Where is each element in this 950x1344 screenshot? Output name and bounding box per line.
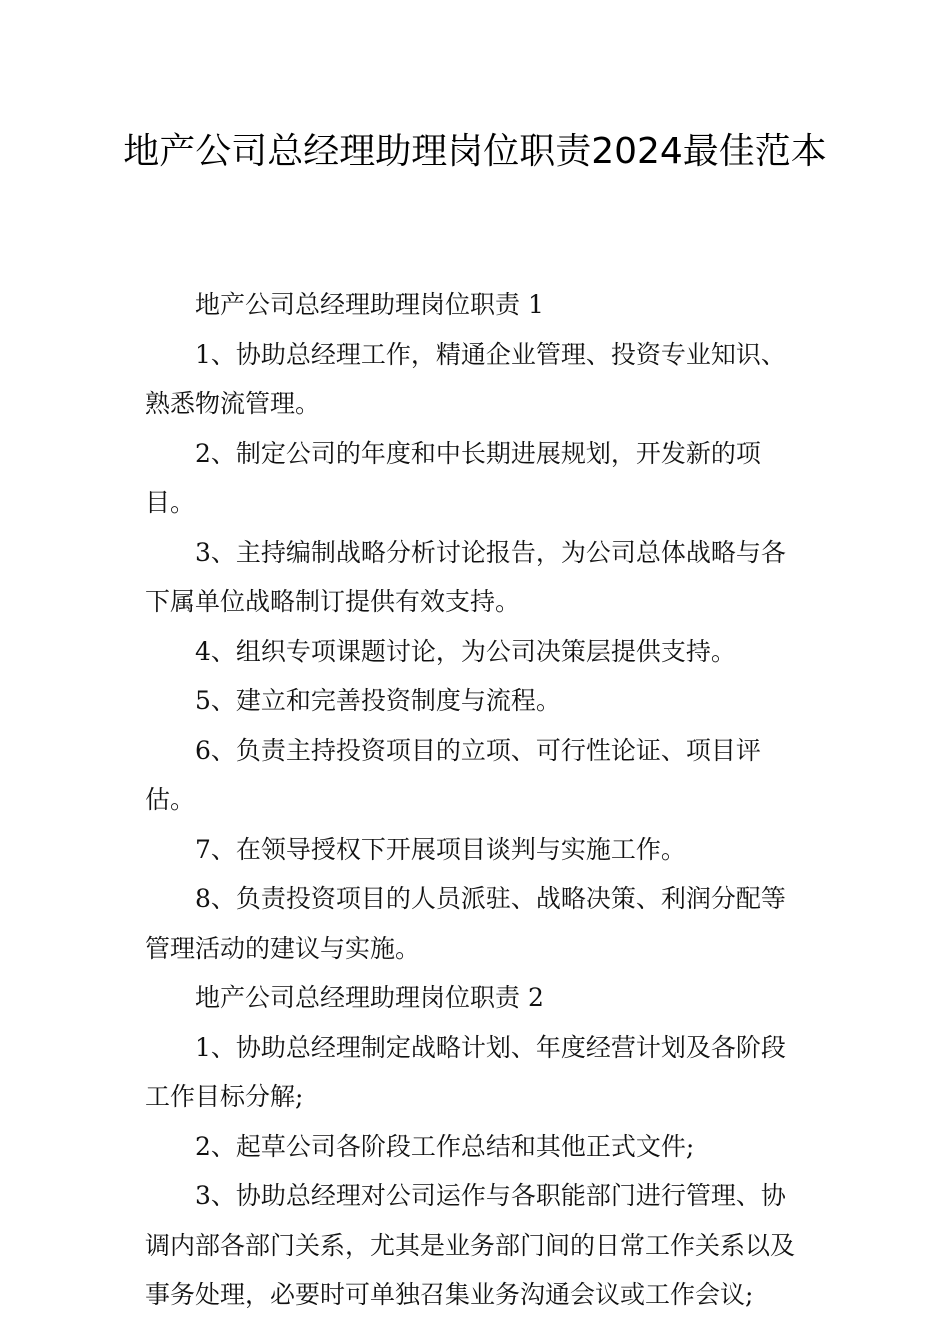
duty-paragraph: 8、负责投资项目的人员派驻、战略决策、利润分配等管理活动的建议与实施。 <box>145 884 786 963</box>
duty-paragraph: 1、协助总经理制定战略计划、年度经营计划及各阶段工作目标分解; <box>145 1032 786 1111</box>
document-title: 地产公司总经理助理岗位职责2024最佳范本 <box>123 131 827 172</box>
section-heading-2: 地产公司总经理助理岗位职责 2 <box>195 983 544 1012</box>
duty-paragraph: 7、在领导授权下开展项目谈判与实施工作。 <box>195 834 686 864</box>
document-body <box>145 280 810 1320</box>
duty-paragraph: 2、起草公司各阶段工作总结和其他正式文件; <box>195 1131 695 1161</box>
duty-paragraph: 6、负责主持投资项目的立项、可行性论证、项目评估。 <box>145 735 761 814</box>
duty-paragraph: 3、主持编制战略分析讨论报告，为公司总体战略与各下属单位战略制订提供有效支持。 <box>145 537 786 616</box>
section-heading-1: 地产公司总经理助理岗位职责 1 <box>195 290 544 319</box>
duty-paragraph: 5、建立和完善投资制度与流程。 <box>195 686 561 715</box>
duty-paragraph: 3、协助总经理对公司运作与各职能部门进行管理、协调内部各部门关系，尤其是业务部门间的日常工作关系以及事务处理，必要时可单独召集业务沟通会议或工作会议; <box>145 1181 796 1309</box>
duty-paragraph: 4、组织专项课题讨论，为公司决策层提供支持。 <box>195 636 736 666</box>
duty-paragraph: 2、制定公司的年度和中长期进展规划，开发新的项目。 <box>145 438 761 517</box>
duty-paragraph: 1、协助总经理工作，精通企业管理、投资专业知识、熟悉物流管理。 <box>145 339 786 418</box>
